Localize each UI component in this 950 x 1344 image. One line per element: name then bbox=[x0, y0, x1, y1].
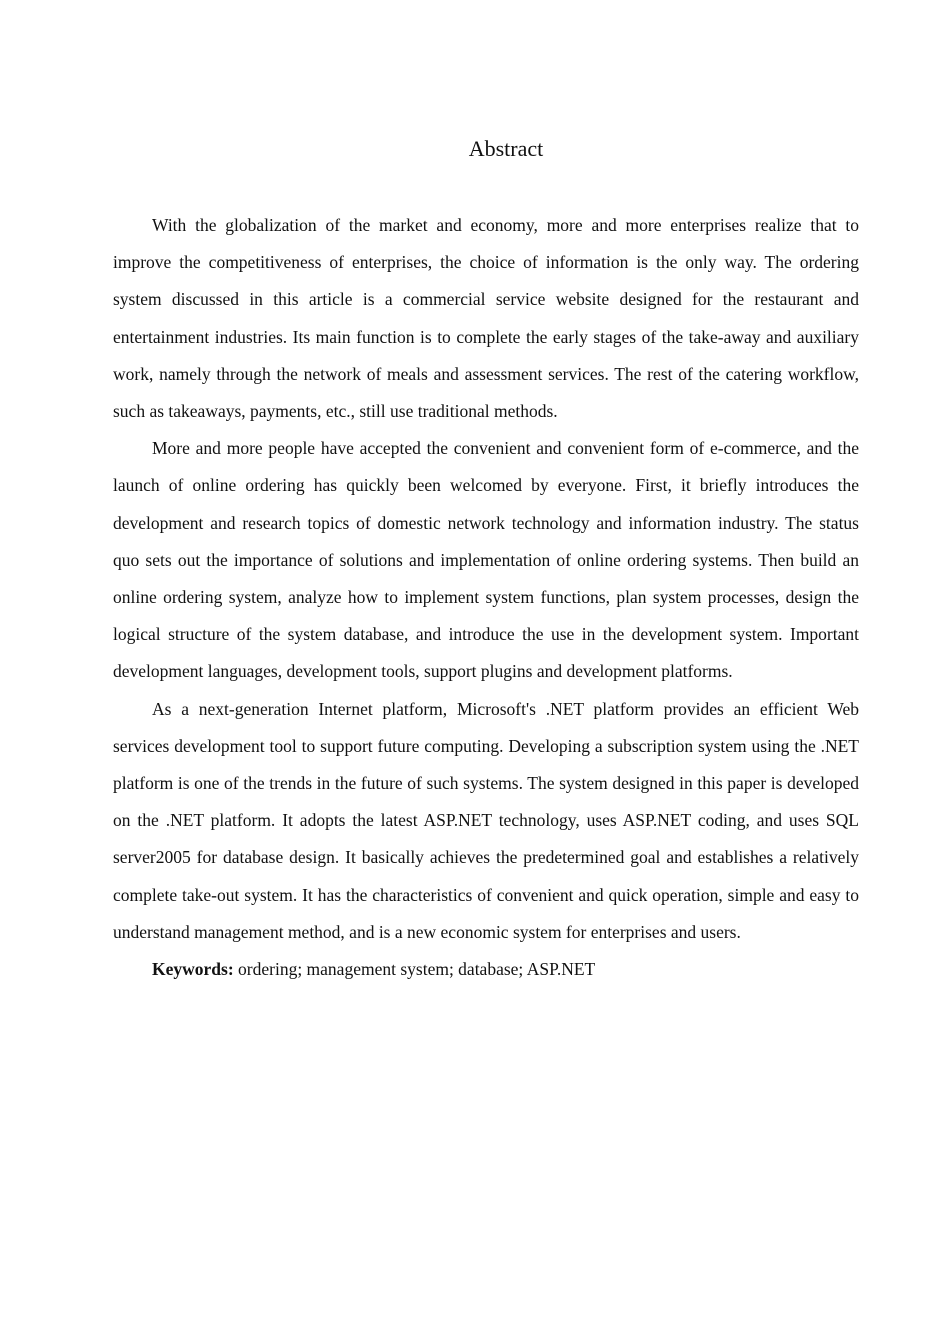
keywords-value: ordering; management system; database; ASP.NET bbox=[233, 959, 596, 980]
keywords-label: Keywords: bbox=[152, 959, 234, 980]
abstract-paragraph-2: More and more people have accepted the convenient and convenient form of e-commerce, and the launch of online ordering has quickly been welcomed by everyone. First, it briefly introduces the development and research topics of domestic network technology and information industry. The status quo sets out the importance of solutions and implementation of online ordering systems. Then build an online ordering system, analyze how to implement system functions, plan system processes, design the logical structure of the system database, and introduce the use in the development system. Important development languages, development tools, support plugins and development platforms. bbox=[113, 438, 859, 682]
abstract-paragraph-3: As a next-generation Internet platform, Microsoft's .NET platform provides an efficient Web services development tool to support future computing. Developing a subscription system using the .NET platform is one of the trends in the future of such systems. The system designed in this paper is developed on the .NET platform. It adopts the latest ASP.NET technology, uses ASP.NET coding, and uses SQL server2005 for database design. It basically achieves the predetermined goal and establishes a relatively complete take-out system. It has the characteristics of convenient and quick operation, simple and easy to understand management method, and is a new economic system for enterprises and users. bbox=[113, 698, 859, 942]
keywords-line bbox=[113, 951, 859, 988]
abstract-paragraph-1: With the globalization of the market and economy, more and more enterprises realize that to improve the competitiveness of enterprises, the choice of information is the only way. The ordering system discussed in this article is a commercial service website designed for the restaurant and entertainment industries. Its main function is to complete the early stages of the take-away and auxiliary work, namely through the network of meals and assessment services. The rest of the catering workflow, such as takeaways, payments, etc., still use traditional methods. bbox=[113, 215, 859, 422]
page-title: Abstract bbox=[468, 136, 544, 161]
abstract-body bbox=[113, 207, 859, 988]
